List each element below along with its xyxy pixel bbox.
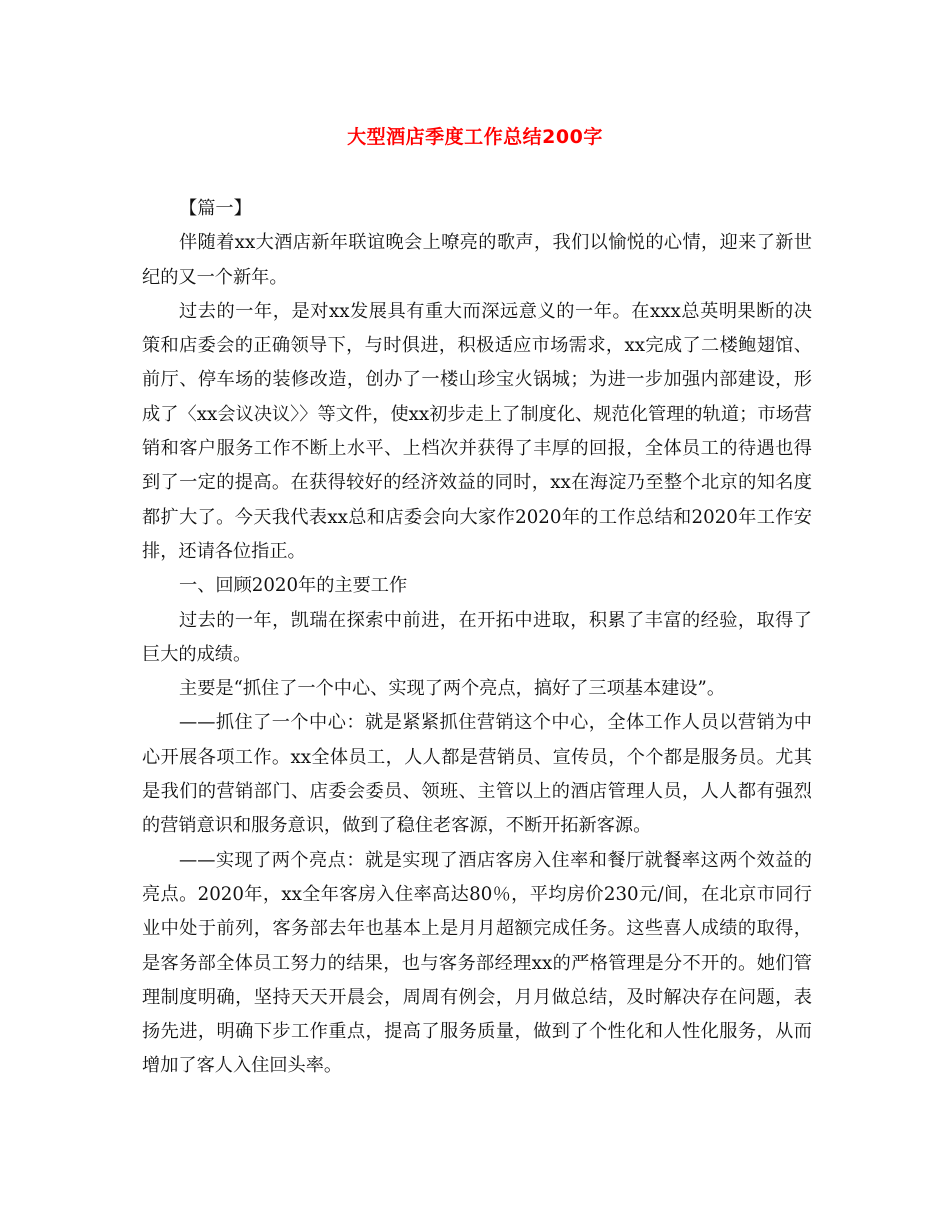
paragraph-two-highlights: ——实现了两个亮点：就是实现了酒店客房入住率和餐厅就餐率这两个效益的亮点。2020年，xx全年客房入住率高达80％，平均房价230元/间，在北京市同行业中处于前列，客务部去年也基本上是月月超额完成任务。这些喜人成绩的取得，是客务部全体员工努力的结果，也与客务部经理xx的严格管理是分不开的。她们管理制度明确，坚持天天开晨会，周周有例会，月月做总结，及时解决存在问题，表扬先进，明确下步工作重点，提高了服务质量，做到了个性化和人性化服务，从而增加了客人入住回头率。	[142, 849, 812, 1077]
paragraph-one-center: ——抓住了一个中心：就是紧紧抓住营销这个中心，全体工作人员以营销为中心开展各项工作。xx全体员工，人人都是营销员、宣传员，个个都是服务员。尤其是我们的营销部门、店委会委员、领班、主管以上的酒店管理人员，人人都有强烈的营销意识和服务意识，做到了稳住老客源，不断开拓新客源。	[142, 712, 812, 837]
paragraph-summary-points: 主要是“抓住了一个中心、实现了两个亮点，搞好了三项基本建设”。	[179, 678, 726, 700]
document-body	[142, 192, 812, 1084]
section-heading-part-one: 【篇一】	[179, 198, 252, 219]
paragraph-past-year: 过去的一年，是对xx发展具有重大而深远意义的一年。在xxx总英明果断的决策和店委会的正确领导下，与时俱进，积极适应市场需求，xx完成了二楼鲍翅馆、前厅、停车场的装修改造，创办了一楼山珍宝火锅城；为进一步加强内部建设，形成了〈xx会议决议〉〉等文件，使xx初步走上了制度化、规范化管理的轨道；市场营销和客户服务工作不断上水平、上档次并获得了丰厚的回报，全体员工的待遇也得到了一定的提高。在获得较好的经济效益的同时，xx在海淀乃至整个北京的知名度都扩大了。今天我代表xx总和店委会向大家作2020年的工作总结和2020年工作安排，还请各位指正。	[142, 300, 812, 562]
paragraph-intro: 伴随着xx大酒店新年联谊晚会上嘹亮的歌声，我们以愉悦的心情，迎来了新世纪的又一个新年。	[142, 232, 812, 288]
paragraph-achievements: 过去的一年，凯瑞在探索中前进，在开拓中进取，积累了丰富的经验，取得了巨大的成绩。	[142, 609, 812, 665]
section-heading-review: 一、回顾2020年的主要工作	[179, 575, 408, 597]
document-title: 大型酒店季度工作总结200字	[347, 126, 603, 148]
